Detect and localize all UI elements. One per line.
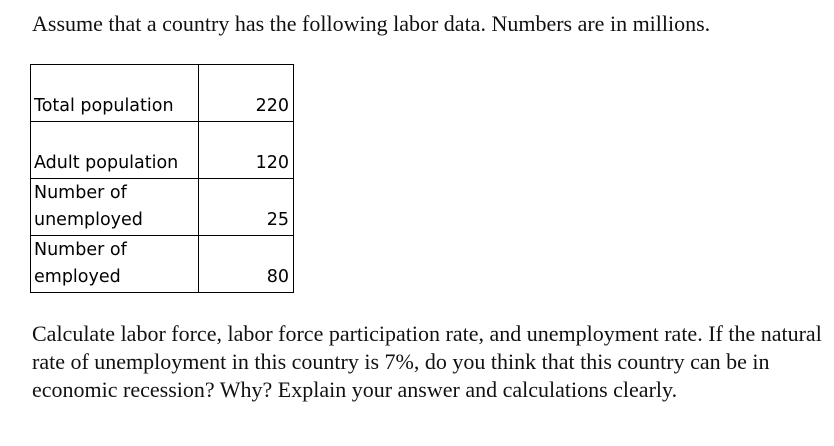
row-value: 120 [199, 122, 294, 179]
question-text: Calculate labor force, labor force participation rate, and unemployment rate. If the natural rate of unemployment in this country is 7%, do you think that this country can be in economic recession? Why? Explain your answer and calculations clearly. [32, 321, 822, 402]
intro-text: Assume that a country has the following labor data. Numbers are in millions. [32, 11, 711, 36]
row-label-line: Adult population [34, 153, 179, 173]
row-value: 25 [199, 179, 294, 236]
table-row-total-population [31, 65, 294, 122]
labor-data-table [30, 64, 294, 293]
table-row-employed [31, 236, 294, 293]
row-label [31, 65, 199, 122]
row-label-line: employed [34, 267, 121, 287]
table-row-adult-population [31, 122, 294, 179]
row-label [31, 179, 199, 236]
row-label [31, 122, 199, 179]
row-label-line: Number of [34, 240, 127, 260]
row-value: 80 [199, 236, 294, 293]
row-label-line: Number of [34, 183, 127, 203]
row-value: 220 [199, 65, 294, 122]
row-label-line: Total population [34, 96, 174, 116]
row-label-line: unemployed [34, 210, 143, 230]
row-label [31, 236, 199, 293]
table-row-unemployed [31, 179, 294, 236]
